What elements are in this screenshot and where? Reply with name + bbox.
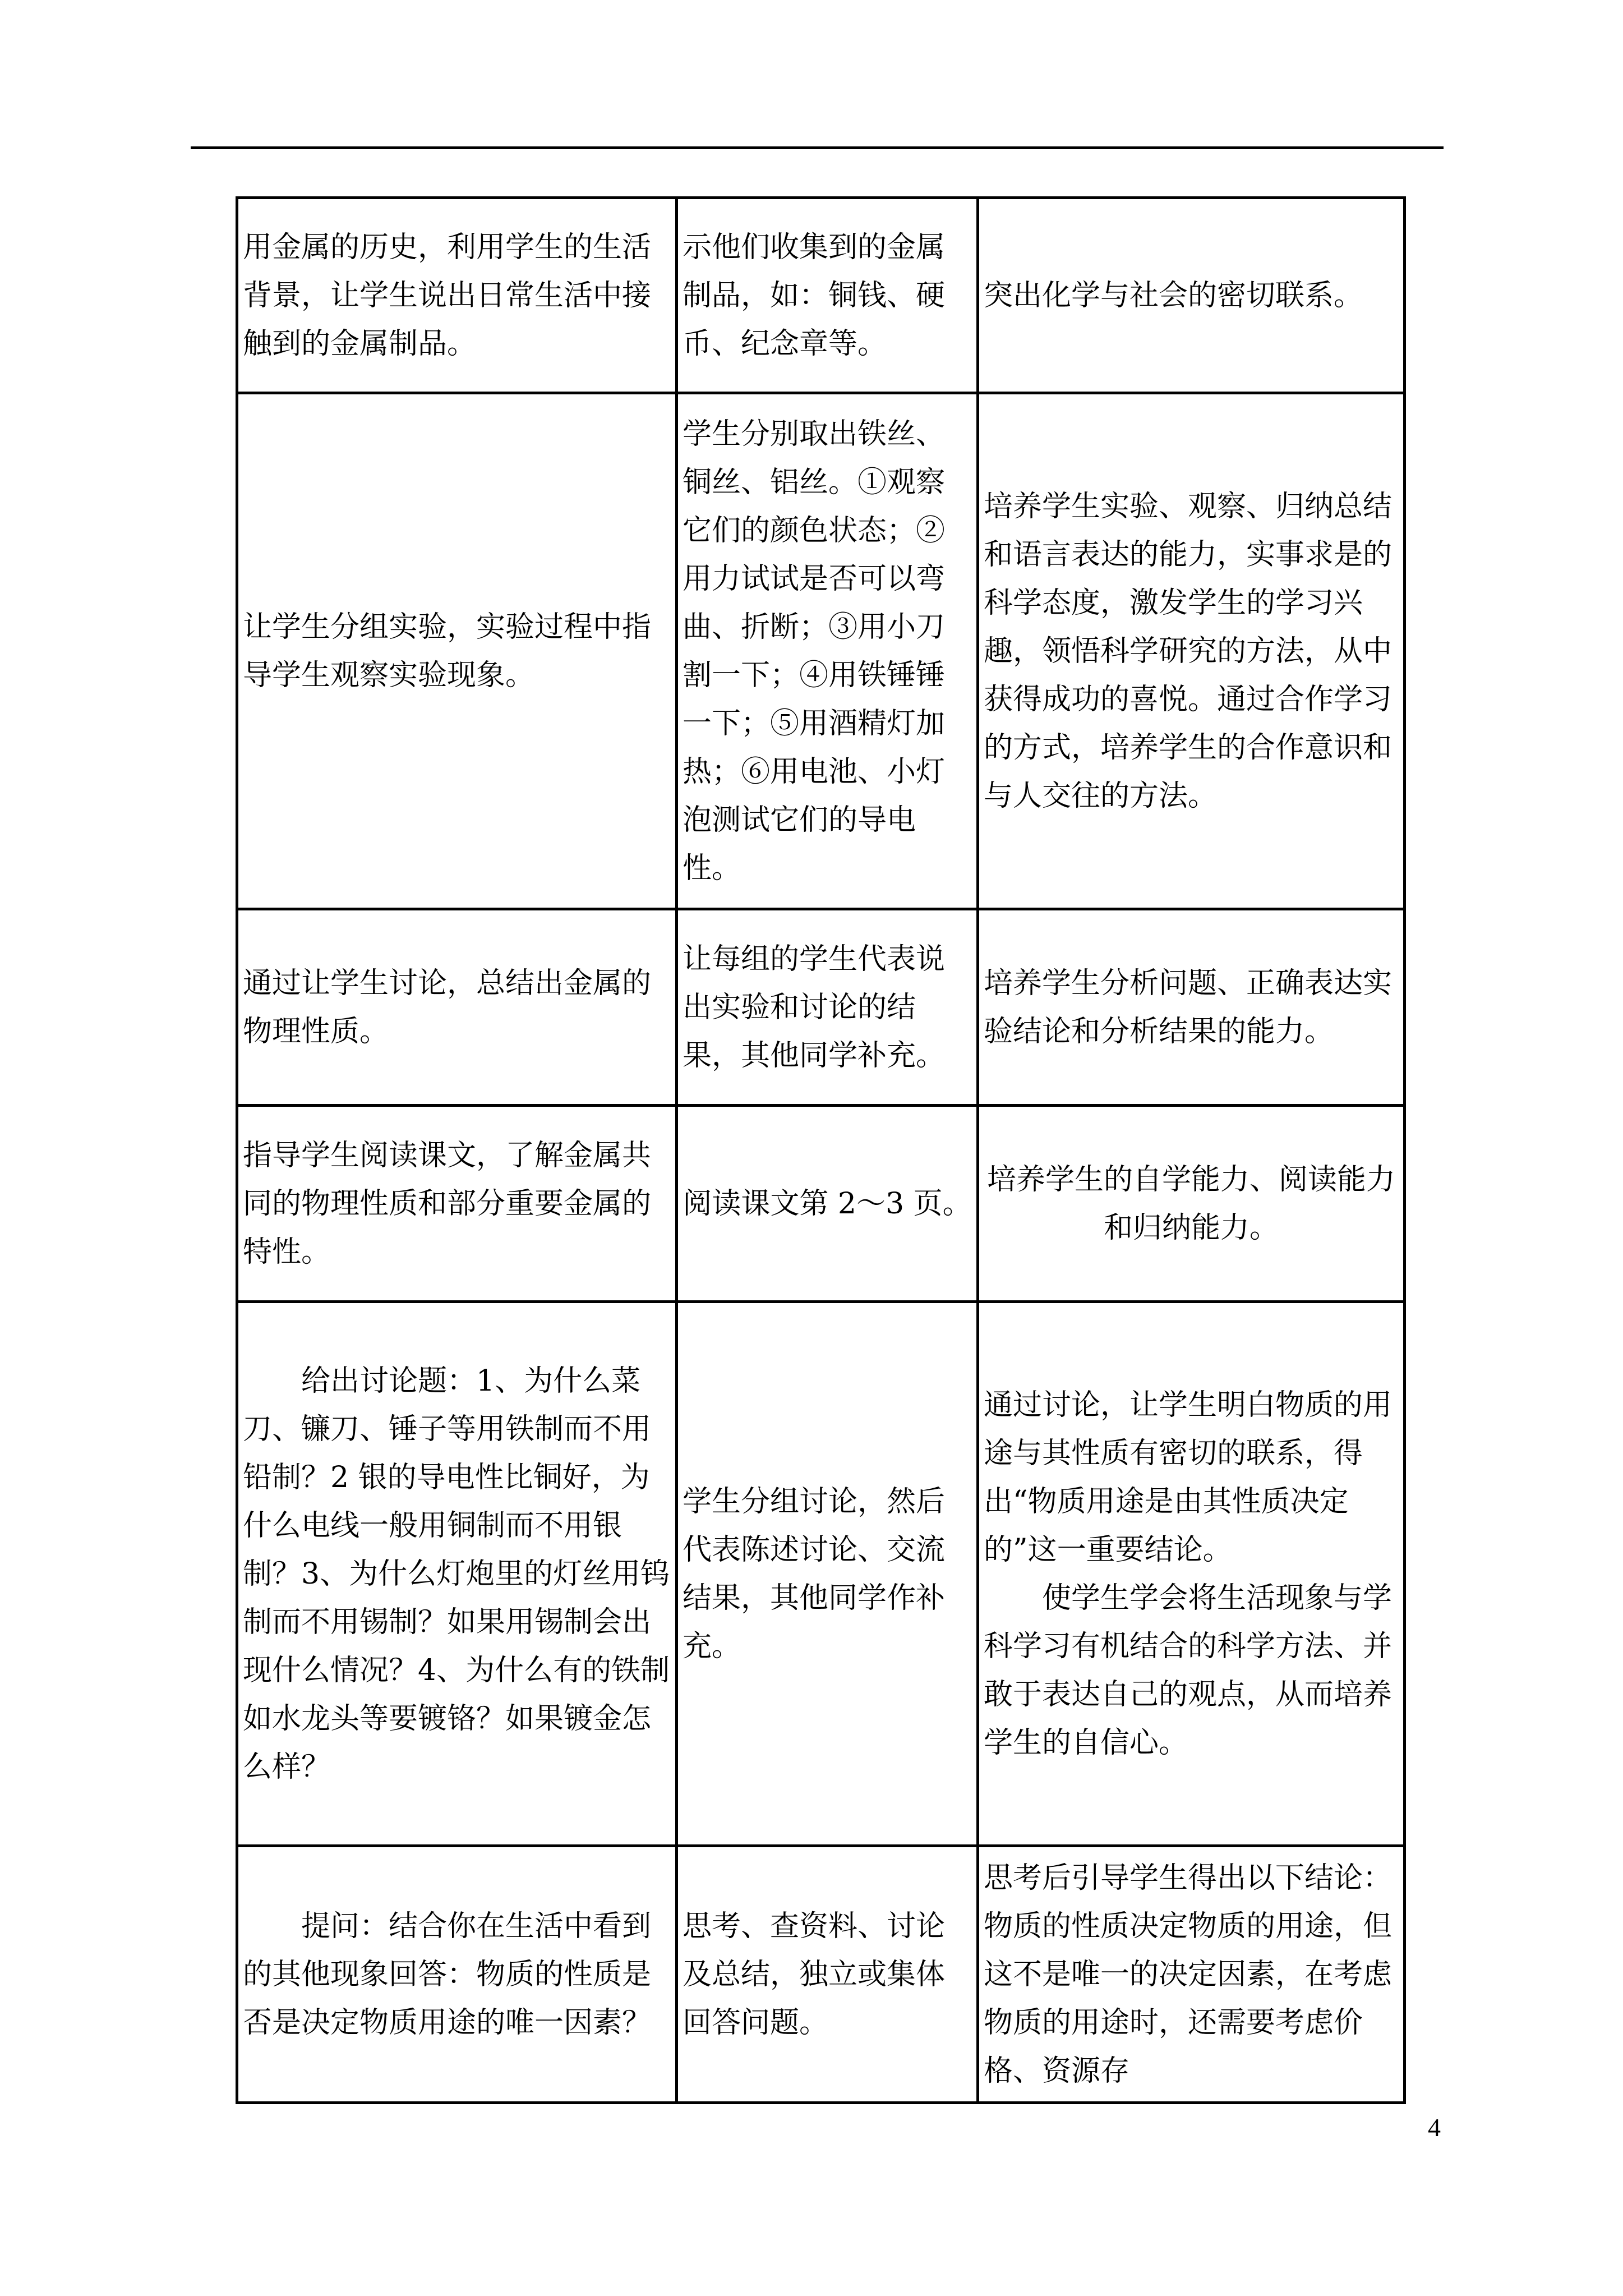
design-intent-cell: 培养学生分析问题、正确表达实验结论和分析结果的能力。 [978, 909, 1405, 1106]
table-row [237, 1302, 1405, 1846]
question-text: 提问：结合你在生活中看到的其他现象回答：物质的性质是否是决定物质用途的唯一因素？ [243, 1909, 652, 2040]
design-intent-paragraph: 通过讨论，让学生明白物质的用途与其性质有密切的联系，得出“物质用途是由其性质决定的”这一重要结论。 [984, 1388, 1393, 1567]
student-activity-cell: 学生分别取出铁丝、铜丝、铝丝。①观察它们的颜色状态；②用力试试是否可以弯曲、折断；③用小刀割一下；④用铁锤锤一下；⑤用酒精灯加热；⑥用电池、小灯泡测试它们的导电性。 [677, 393, 978, 909]
student-activity-cell: 学生分组讨论，然后代表陈述讨论、交流结果，其他同学作补充。 [677, 1302, 978, 1846]
discussion-questions: 给出讨论题：1、为什么菜刀、镰刀、锤子等用铁制而不用铅制？2 银的导电性比铜好，为什么电线一般用铜制而不用银制？3、为什么灯炮里的灯丝用钨制而不用锡制？如果用锡制会出现什么情况？4、为什么有的铁制如水龙头等要镀铬？如果镀金怎么样？ [243, 1364, 670, 1784]
teacher-activity-cell [237, 1846, 677, 2103]
lesson-table [236, 196, 1406, 2104]
table-row [237, 1846, 1405, 2103]
teacher-activity-cell: 用金属的历史，利用学生的生活背景，让学生说出日常生活中接触到的金属制品。 [237, 198, 677, 393]
design-intent-paragraph: 使学生学会将生活现象与学科学习有机结合的科学方法、并敢于表达自己的观点，从而培养学生的自信心。 [984, 1581, 1393, 1760]
student-activity-cell: 阅读课文第 2～3 页。 [677, 1106, 978, 1302]
design-intent-cell: 培养学生实验、观察、归纳总结和语言表达的能力，实事求是的科学态度，激发学生的学习兴趣，领悟科学研究的方法，从中获得成功的喜悦。通过合作学习的方式，培养学生的合作意识和与人交往的方法。 [978, 393, 1405, 909]
student-activity-cell: 让每组的学生代表说出实验和讨论的结果，其他同学补充。 [677, 909, 978, 1106]
teacher-activity-cell [237, 1302, 677, 1846]
page-number: 4 [1428, 2113, 1441, 2142]
design-intent-cell: 突出化学与社会的密切联系。 [978, 198, 1405, 393]
design-intent-cell [978, 1302, 1405, 1846]
teacher-activity-cell: 指导学生阅读课文，了解金属共同的物理性质和部分重要金属的特性。 [237, 1106, 677, 1302]
design-intent-cell: 培养学生的自学能力、阅读能力和归纳能力。 [978, 1106, 1405, 1302]
table-row [237, 198, 1405, 393]
table-row [237, 393, 1405, 909]
teacher-activity-cell: 通过让学生讨论，总结出金属的物理性质。 [237, 909, 677, 1106]
student-activity-cell: 思考、查资料、讨论及总结，独立或集体回答问题。 [677, 1846, 978, 2103]
teacher-activity-cell: 让学生分组实验，实验过程中指导学生观察实验现象。 [237, 393, 677, 909]
student-activity-cell: 示他们收集到的金属制品，如：铜钱、硬币、纪念章等。 [677, 198, 978, 393]
table-row [237, 909, 1405, 1106]
design-intent-cell: 思考后引导学生得出以下结论：物质的性质决定物质的用途，但这不是唯一的决定因素，在考虑物质的用途时，还需要考虑价格、资源存 [978, 1846, 1405, 2103]
header-rule [191, 146, 1444, 149]
table-row [237, 1106, 1405, 1302]
